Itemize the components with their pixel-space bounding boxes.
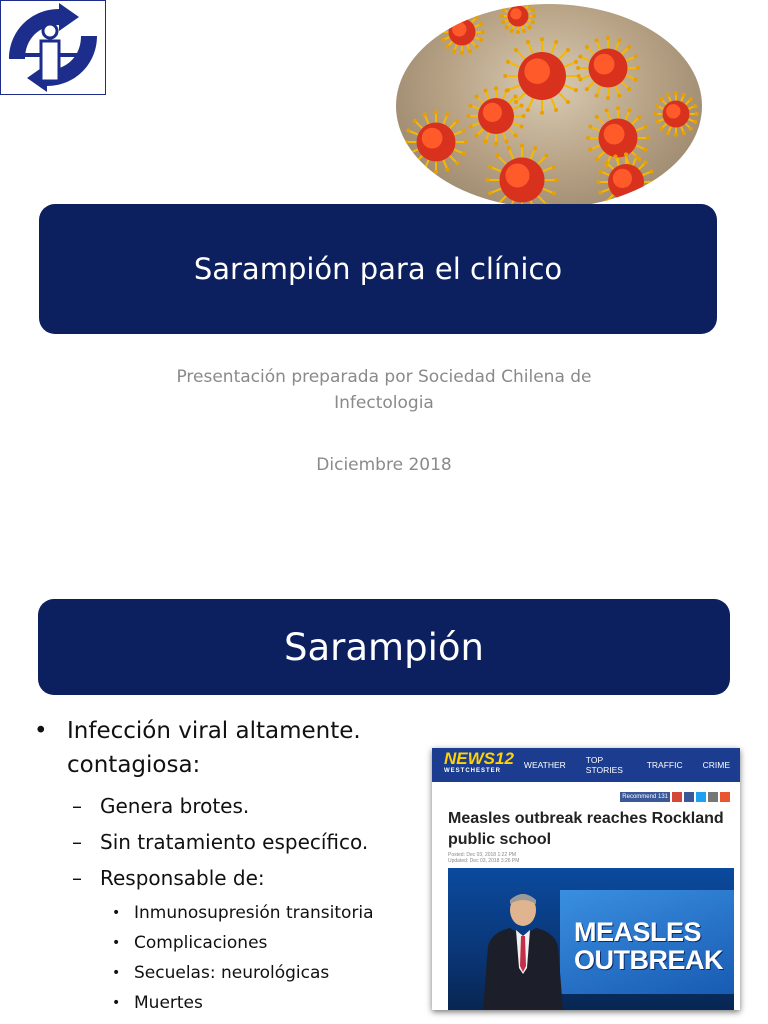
- news-dates: [448, 852, 519, 864]
- measles-outbreak-caption: MEASLES OUTBREAK: [574, 917, 723, 975]
- bullet-dot: •: [34, 718, 48, 744]
- news-navbar: [432, 748, 740, 782]
- bullet-subsub-text: Inmunosupresión transitoria: [134, 903, 374, 923]
- bullet-subsub: • Secuelas: neurológicas: [34, 958, 414, 988]
- news-headline: Measles outbreak reaches Rockland public school: [448, 810, 724, 848]
- share-buttons: [620, 792, 730, 802]
- share-icon: [696, 792, 706, 802]
- anchor-figure: [478, 888, 568, 1010]
- bullet-subsub-text: Secuelas: neurológicas: [134, 963, 330, 983]
- share-icon: [708, 792, 718, 802]
- bullet-sub-text: Genera brotes.: [100, 794, 250, 818]
- bullet-sub: – Sin tratamiento específico.: [34, 826, 414, 858]
- recommend-button: Recommend 131: [622, 794, 668, 800]
- bullet-main: [34, 714, 414, 782]
- bullet-list: [34, 714, 414, 1018]
- virus-particle: [404, 110, 468, 174]
- virus-particle: [653, 91, 698, 136]
- nav-crime: CRIME: [702, 760, 730, 770]
- nav-weather: WEATHER: [523, 760, 566, 770]
- share-icon: [684, 792, 694, 802]
- virus-particle: [486, 144, 559, 209]
- bullet-sub-text: Responsable de:: [100, 866, 265, 890]
- virus-particle: [439, 9, 484, 54]
- slide-1-title: Sarampión para el clínico: [39, 204, 717, 334]
- share-icon: [720, 792, 730, 802]
- society-logo: [0, 0, 106, 95]
- updated-date: Updated: Dec 03, 2018 3:26 PM: [448, 858, 520, 864]
- credit-line-2: Infectologia: [334, 393, 434, 413]
- slide-2-title: Sarampión: [38, 599, 730, 695]
- bullet-subsub-text: Muertes: [134, 993, 203, 1013]
- nav-top-stories: TOP STORIES: [585, 755, 623, 775]
- bullet-subsub-text: Complicaciones: [134, 933, 268, 953]
- news-screenshot: [432, 748, 740, 1010]
- credit-line-1: Presentación preparada por Sociedad Chilena de: [176, 367, 592, 387]
- bullet-main-line-2: contagiosa:: [67, 752, 201, 778]
- virus-particle: [500, 4, 536, 34]
- slide-2: [0, 512, 768, 1024]
- virus-particle: [466, 86, 525, 145]
- measles-virus-image: [396, 4, 702, 208]
- virus-particle: [503, 37, 581, 115]
- bullet-sub: – Genera brotes.: [34, 790, 414, 822]
- news12-logo: NEWS12 WESTCHESTER: [444, 749, 514, 774]
- posted-date: Posted: Dec 03, 2018 1:22 PM: [448, 852, 517, 858]
- bullet-main-line-1: Infección viral altamente.: [67, 718, 361, 744]
- nav-traffic: TRAFFIC: [646, 760, 683, 770]
- virus-particle: [576, 36, 640, 100]
- bullet-subsub: • Inmunosupresión transitoria: [34, 898, 414, 928]
- bullet-subsub: • Complicaciones: [34, 928, 414, 958]
- presentation-date: Diciembre 2018: [316, 455, 452, 475]
- bullet-sub-text: Sin tratamiento específico.: [100, 830, 369, 854]
- share-icon: [672, 792, 682, 802]
- news-video-frame: [448, 868, 734, 1010]
- presentation-credit: [130, 364, 638, 416]
- bullet-subsub: • Muertes: [34, 988, 414, 1018]
- bullet-sub: – Responsable de:: [34, 862, 414, 894]
- virus-particle: [596, 152, 655, 208]
